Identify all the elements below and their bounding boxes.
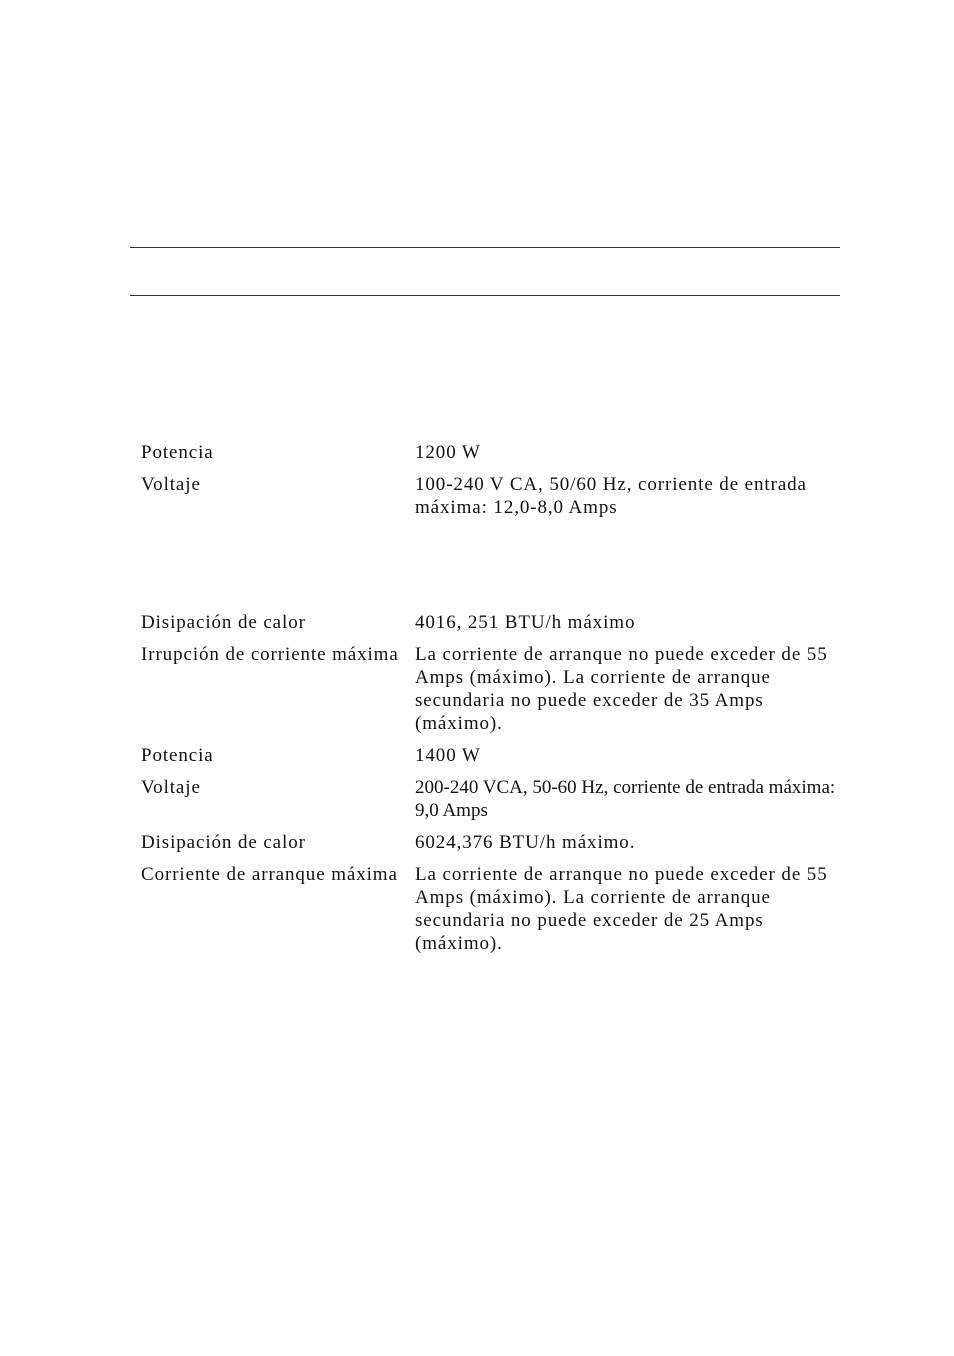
spec-row-potencia [141,441,841,464]
spec-row-potencia [141,744,841,767]
power-spec-table-1 [141,441,841,528]
spec-row-disipacion-calor [141,611,841,634]
spec-label: Voltaje [141,777,201,798]
spec-value: 4016, 251 BTU/h máximo [415,612,636,633]
spec-value: 1400 W [415,745,481,766]
spec-label: Corriente de arranque máxima [141,864,398,885]
spec-row-voltaje [141,473,841,519]
spec-value: 6024,376 BTU/h máximo. [415,832,636,853]
spec-row-disipacion-calor [141,831,841,854]
spec-label: Disipación de calor [141,612,306,633]
spec-value: La corriente de arranque no puede exceder de 55 Amps (máximo). La corriente de arranque secundaria no puede exceder de 35 Amps (máximo). [415,644,828,734]
spec-row-irrupcion-corriente [141,643,841,735]
spec-row-voltaje [141,776,841,822]
spec-value: La corriente de arranque no puede exceder de 55 Amps (máximo). La corriente de arranque secundaria no puede exceder de 25 Amps (máximo). [415,864,828,954]
power-spec-table-2 [141,611,841,964]
spec-label: Potencia [141,745,214,766]
spec-value: 1200 W [415,442,481,463]
spec-value: 100-240 V CA, 50/60 Hz, corriente de entrada máxima: 12,0-8,0 Amps [415,474,807,518]
spec-row-corriente-arranque [141,863,841,955]
header-rule-top [130,247,840,248]
header-rule-bottom [130,295,840,296]
spec-label: Disipación de calor [141,832,306,853]
spec-label: Irrupción de corriente máxima [141,644,399,665]
spec-label: Voltaje [141,474,201,495]
spec-value: 200-240 VCA, 50-60 Hz, corriente de entrada máxima: 9,0 Amps [415,777,836,821]
spec-label: Potencia [141,442,214,463]
